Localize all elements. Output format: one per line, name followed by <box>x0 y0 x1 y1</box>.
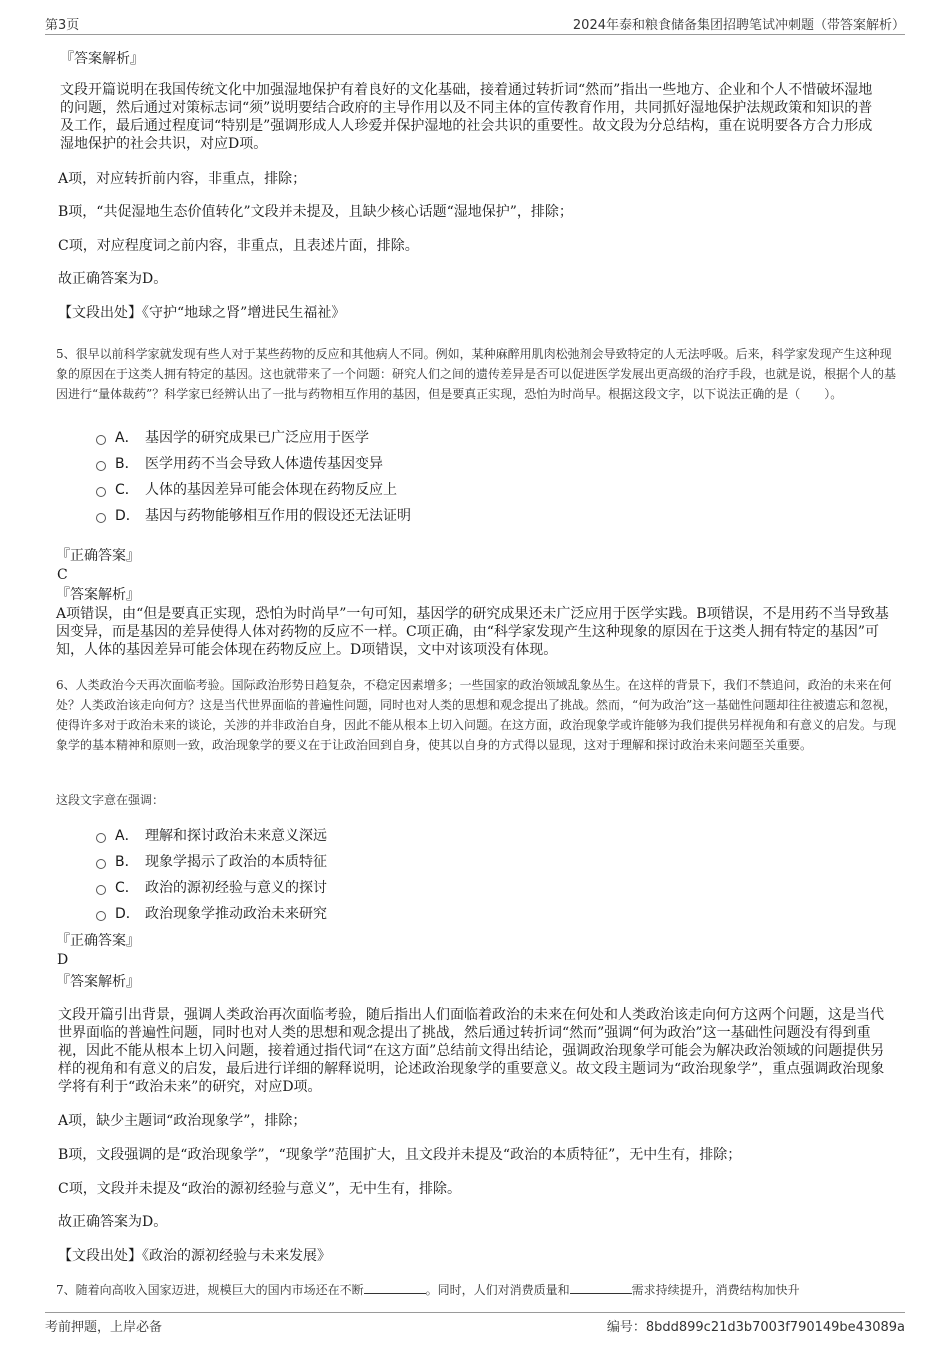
passage-source: 【文段出处】《守护“地球之肾”增进民生福祉》 <box>58 305 346 321</box>
analysis-heading: 『答案解析』 <box>56 587 140 603</box>
q6-option-a[interactable]: A． 理解和探讨政治未来意义深远 <box>96 827 327 845</box>
radio-icon[interactable] <box>96 859 106 869</box>
q5-option-a[interactable]: A． 基因学的研究成果已广泛应用于医学 <box>96 429 369 447</box>
q5-option-d[interactable]: D． 基因与药物能够相互作用的假设还无法证明 <box>96 507 411 525</box>
footer-slogan: 考前押题，上岸必备 <box>45 1320 163 1335</box>
q5-option-b[interactable]: B． 医学用药不当会导致人体遗传基因变异 <box>96 455 383 473</box>
question-5-stem: 5、很早以前科学家就发现有些人对于某些药物的反应和其他病人不同。例如，某种麻醉用肌肉松弛剂会导致特定的人无法呼吸。后来，科学家发现产生这种现象的原因在于这类人拥有特定的基因。这也就带来了一个问题：研究人们之间的遗传差异是否可以促进医学发展出更高级的治疗手段，也就是说，根据个人的基因进行“量体裁药”？科学家已经辨认出了一批与药物相互作用的基因，但是要真正实现，恐怕为时尚早。根据这段文字，以下说法正确的是（ ）。 <box>56 347 897 401</box>
radio-icon[interactable] <box>96 513 106 523</box>
option-a-analysis: A项，对应转折前内容，非重点，排除； <box>58 171 307 187</box>
conclusion: 故正确答案为D。 <box>58 1214 168 1230</box>
question-6-prompt: 这段文字意在强调： <box>56 793 165 807</box>
option-a-analysis: A项，缺少主题词“政治现象学”，排除； <box>58 1113 307 1129</box>
radio-icon[interactable] <box>96 487 106 497</box>
analysis-text: 文段开篇说明在我国传统文化中加强湿地保护有着良好的文化基础，接着通过转折词“然而”指出一些地方、企业和个人不惜破坏湿地的问题，然后通过对策标志词“须”说明要结合政府的主导作用以及不同主体的宣传教育作用，共同抓好湿地保护法规政策和知识的普及工作，最后通过程度词“特别是”强调形成人人珍爱并保护湿地的社会共识的重要性。故文段为分总结构，重在说明要各方合力形成湿地保护的社会共识，对应D项。 <box>60 82 873 152</box>
option-c-analysis: C项，文段并未提及“政治的源初经验与意义”，无中生有，排除。 <box>58 1181 462 1197</box>
analysis-text: A项错误，由“但是要真正实现，恐怕为时尚早”一句可知，基因学的研究成果还未广泛应用于医学实践。B项错误，不是用药不当导致基因变异，而是基因的差异使得人体对药物的反应不一样。C项正确，由“科学家发现产生这种现象的原因在于这类人拥有特定的基因”可知，人体的基因差异可能会体现在药物反应上。D项错误，文中对该项没有体现。 <box>56 606 889 658</box>
option-b-analysis: B项，文段强调的是“政治现象学”，“现象学”范围扩大，且文段并未提及“政治的本质特征”，无中生有，排除； <box>58 1147 742 1163</box>
radio-icon[interactable] <box>96 461 106 471</box>
document-title: 2024年泰和粮食储备集团招聘笔试冲刺题（带答案解析） <box>572 18 905 33</box>
conclusion: 故正确答案为D。 <box>58 271 168 287</box>
answer-heading: 『正确答案』 <box>56 548 140 564</box>
correct-answer: C <box>57 567 68 583</box>
fill-blank[interactable] <box>364 1281 426 1294</box>
page-header <box>45 12 905 35</box>
analysis-heading: 『答案解析』 <box>60 51 144 67</box>
radio-icon[interactable] <box>96 885 106 895</box>
analysis-heading: 『答案解析』 <box>56 974 140 990</box>
question-7-stem: 7、随着向高收入国家迈进，规模巨大的国内市场还在不断 。同时，人们对消费质量和 需求持续提升，消费结构加快升 <box>56 1283 800 1297</box>
fill-blank[interactable] <box>570 1281 632 1294</box>
page-footer <box>45 1312 905 1335</box>
q6-option-d[interactable]: D． 政治现象学推动政治未来研究 <box>96 905 327 923</box>
q6-option-b[interactable]: B． 现象学揭示了政治的本质特征 <box>96 853 327 871</box>
correct-answer: D <box>57 952 69 968</box>
page-number: 第3页 <box>45 18 80 33</box>
passage-source: 【文段出处】《政治的源初经验与未来发展》 <box>58 1248 331 1264</box>
radio-icon[interactable] <box>96 911 106 921</box>
q6-option-c[interactable]: C． 政治的源初经验与意义的探讨 <box>96 879 327 897</box>
radio-icon[interactable] <box>96 833 106 843</box>
analysis-text: 文段开篇引出背景，强调人类政治再次面临考验，随后指出人们面临着政治的未来在何处和人类政治该走向何方这两个问题，这是当代世界面临的普遍性问题，同时也对人类的思想和观念提出了挑战，然后通过转折词“然而”强调“何为政治”这一基础性问题没有得到重视，因此不能从根本上切入问题，接着通过指代词“在这方面”总结前文得出结论，强调政治现象学可能会为解决政治领域的问题提供另样的视角和有意义的启发，最后进行详细的解释说明，论述政治现象学的重要意义。故文段主题词为“政治现象学”，重点强调政治现象学将有利于“政治未来”的研究，对应D项。 <box>58 1007 885 1095</box>
answer-heading: 『正确答案』 <box>56 933 140 949</box>
question-6-stem: 6、人类政治今天再次面临考验。国际政治形势日趋复杂，不稳定因素增多；一些国家的政治领域乱象丛生。在这样的背景下，我们不禁追问，政治的未来在何处？人类政治该走向何方？这是当代世界面临的普遍性问题，同时也对人类的思想和观念提出了挑战。然而，“何为政治”这一基础性问题却往往被遗忘和忽视，使得许多对于政治未来的谈论，关涉的并非政治自身，因此不能从根本上切入问题。在这方面，政治现象学或许能够为我们提供另样视角和有意义的启发。与现象学的基本精神和原则一致，政治现象学的要义在于让政治回到自身，使其以自身的方式得以显现，这对于理解和探讨政治未来问题至关重要。 <box>56 678 897 752</box>
document-code: 编号：8bdd899c21d3b7003f790149be43089a <box>606 1320 905 1335</box>
q5-option-c[interactable]: C． 人体的基因差异可能会体现在药物反应上 <box>96 481 397 499</box>
option-c-analysis: C项，对应程度词之前内容，非重点，且表述片面，排除。 <box>58 238 419 254</box>
option-b-analysis: B项，“共促湿地生态价值转化”文段并未提及，且缺少核心话题“湿地保护”，排除； <box>58 204 573 220</box>
radio-icon[interactable] <box>96 435 106 445</box>
